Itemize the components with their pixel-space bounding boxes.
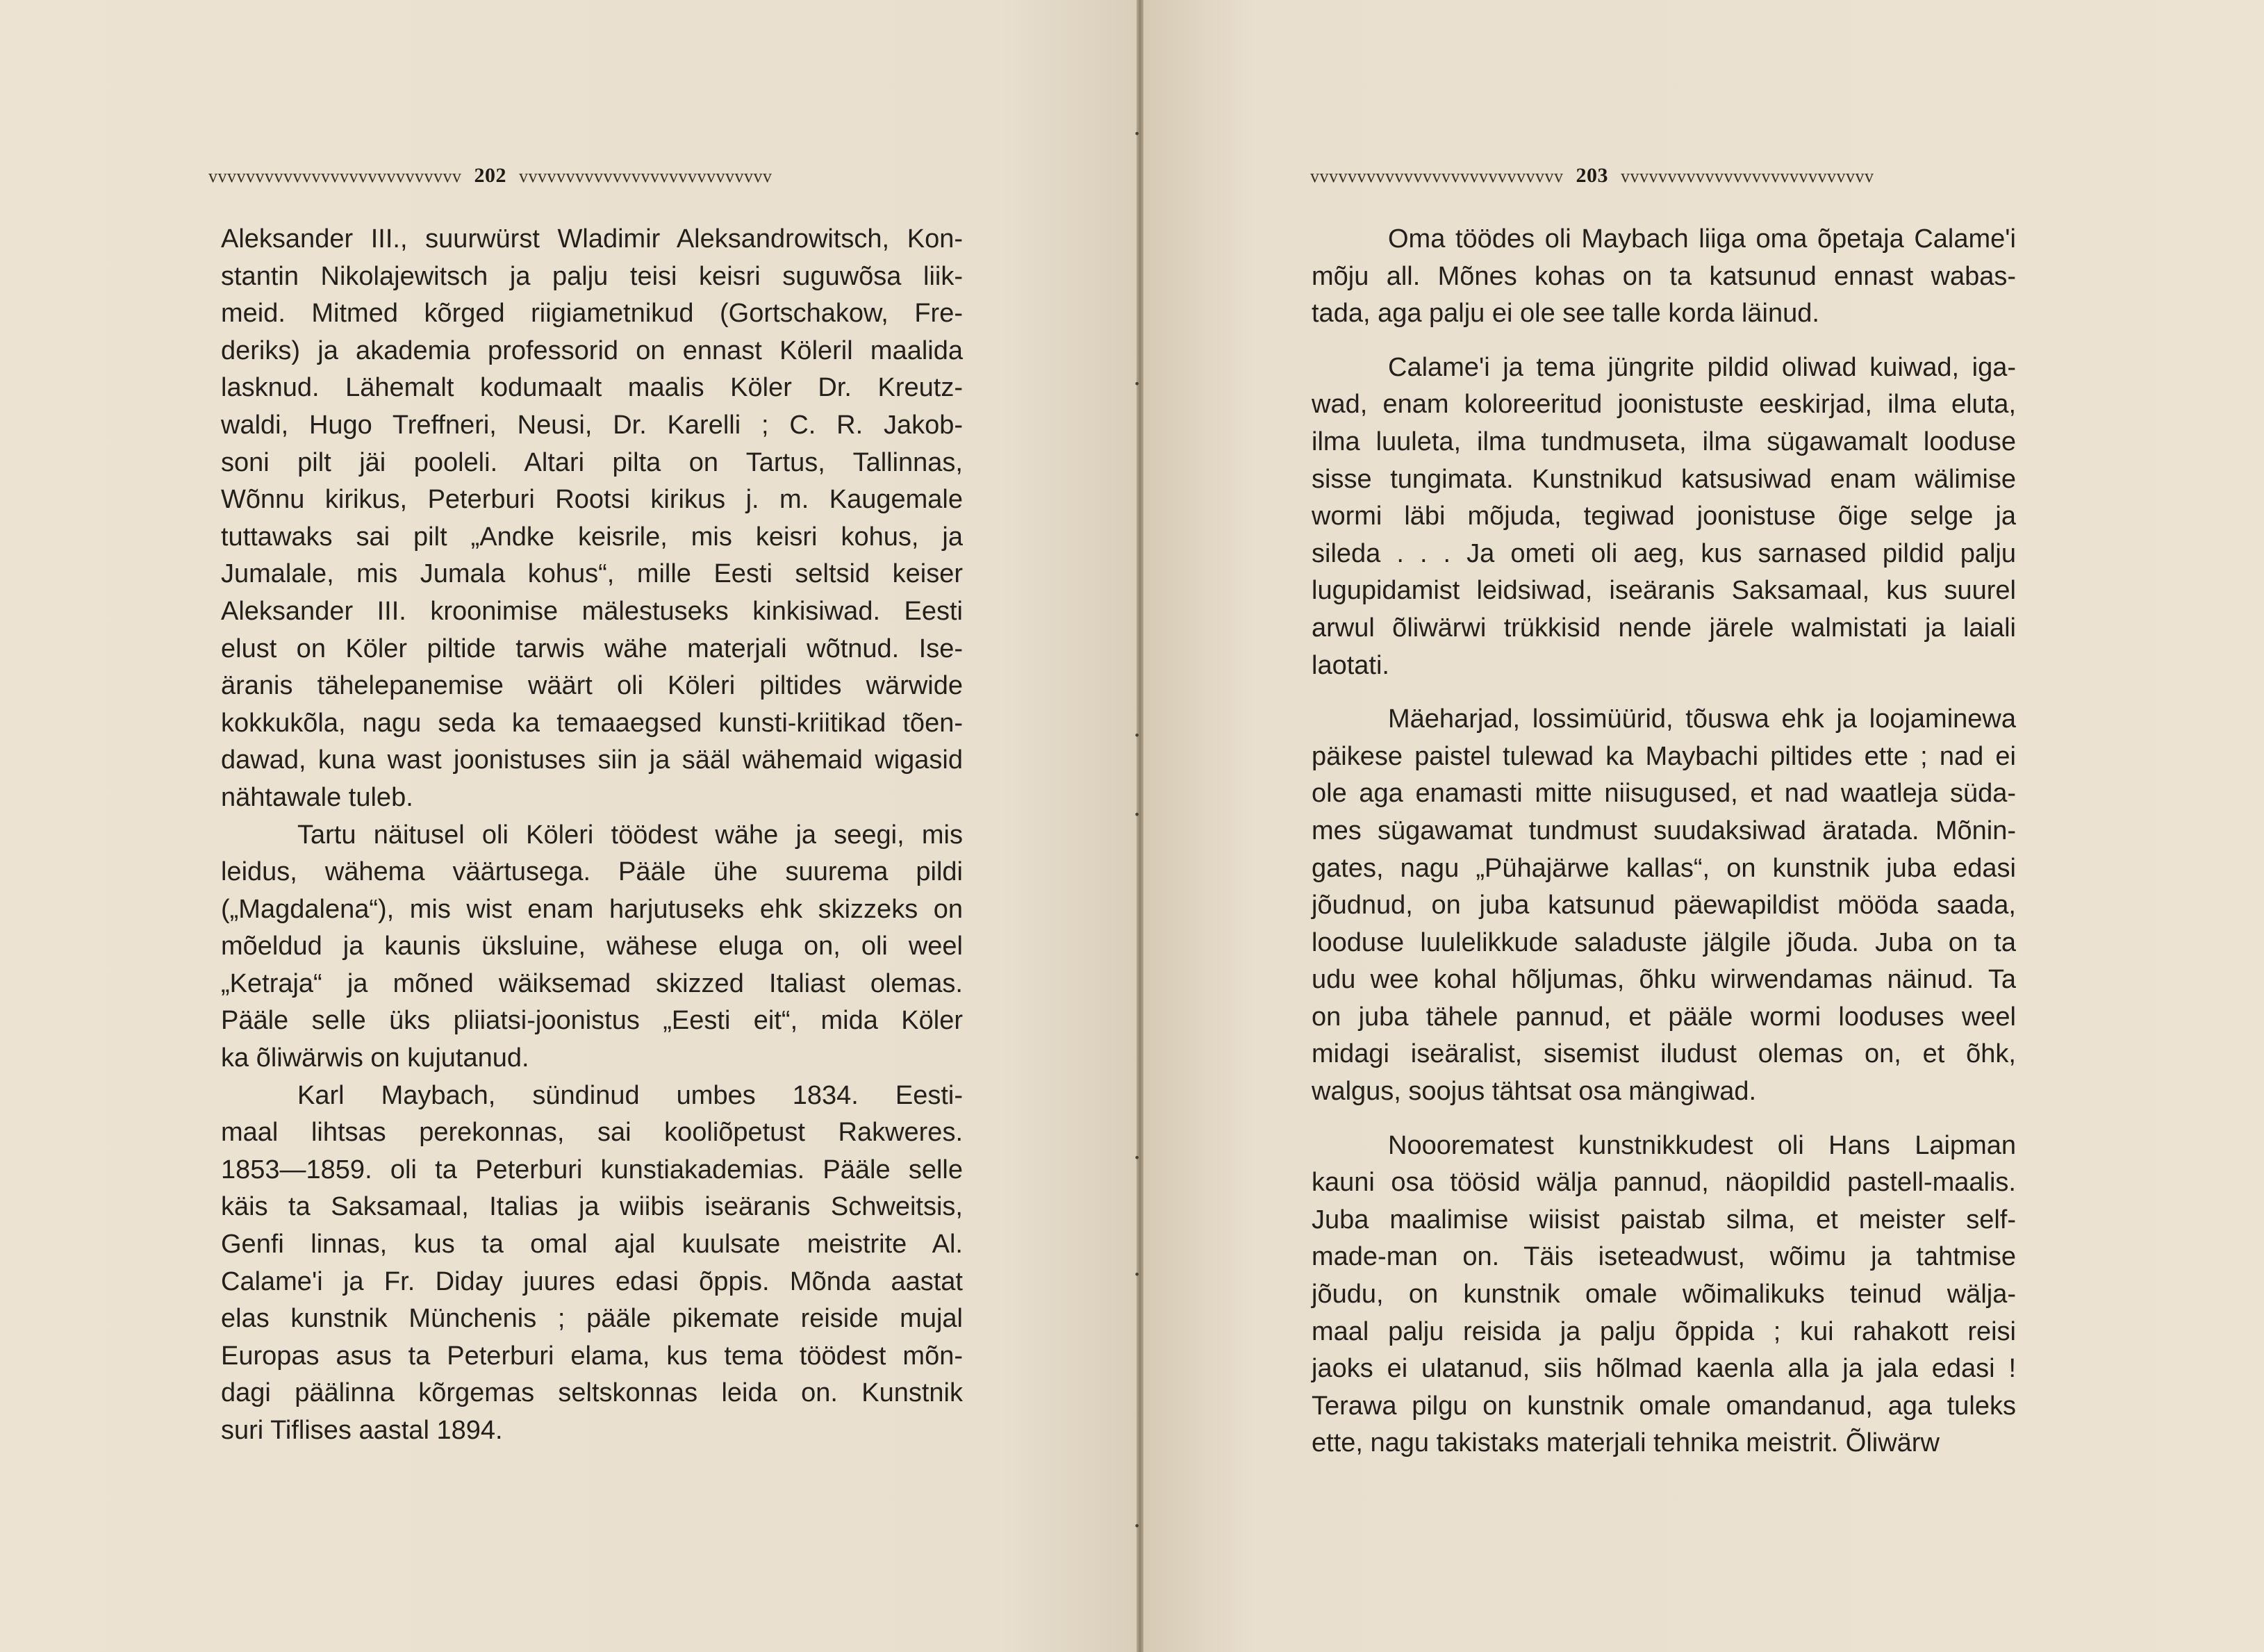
page-number: 202 [474, 164, 506, 187]
paragraph-gap [1312, 684, 2016, 701]
right-page [1143, 0, 2264, 1652]
header-ornament: vvvvvvvvvvvvvvvvvvvvvvvvvvv [1310, 166, 1564, 186]
text-line: ka õliwärwis on kujutanud. [221, 1043, 529, 1073]
text-line: Juba maalimise wiisist paistab silma, et meister self- [1312, 1205, 2016, 1234]
text-line: äranis tähelepanemise wäärt oli Köleri piltides wärwide [221, 671, 963, 701]
text-line: suri Tiflises aastal 1894. [221, 1416, 503, 1445]
text-line: Mäeharjad, lossimüürid, tõuswa ehk ja loojaminewa [1388, 704, 2016, 734]
header-ornament: vvvvvvvvvvvvvvvvvvvvvvvvvvv [519, 166, 772, 186]
paragraph [1312, 1128, 2016, 1462]
binding-thread-mark: • [1134, 729, 1141, 742]
text-line: Karl Maybach, sündinud umbes 1834. Eesti- [297, 1080, 963, 1110]
paragraph [1312, 701, 2016, 1111]
text-line: nähtawale tuleb. [221, 782, 413, 812]
text-line: Pääle selle üks pliiatsi-joonistus „Eesti eit“, mida Köler [221, 1006, 963, 1036]
book-gutter [1137, 0, 1143, 1652]
text-line: kokkukõla, nagu seda ka temaaegsed kunsti-kriitikad tõen- [221, 708, 963, 738]
text-line: lasknud. Lähemalt kodumaalt maalis Köler Dr. Kreutz- [221, 373, 963, 403]
paragraph-gap [1312, 333, 2016, 349]
text-line: elust on Köler piltide tarwis wähe materjali wõtnud. Ise- [221, 634, 963, 663]
text-line: maal lihtsas perekonnas, sai kooliõpetust Rakweres. [221, 1118, 963, 1148]
binding-thread-mark: • [1134, 1268, 1141, 1281]
text-line: looduse luulelikkude saladuste jälgile jõuda. Juba on ta [1312, 927, 2016, 957]
text-line: sisse tungimata. Kunstnikud katsusiwad enam wälimise [1312, 464, 2016, 494]
text-line: tada, aga palju ei ole see talle korda läinud. [1312, 299, 1819, 329]
text-line: stantin Nikolajewitsch ja palju teisi keisri suguwõsa liik- [221, 261, 963, 291]
text-line: gates, nagu „Pühajärwe kallas“, on kunstnik juba edasi [1312, 853, 2016, 883]
text-line: käis ta Saksamaal, Italias ja wiibis iseäranis Schweitsis, [221, 1192, 963, 1222]
text-line: Genfi linnas, kus ta omal ajal kuulsate meistrite Al. [221, 1230, 963, 1259]
text-line: laotati. [1312, 650, 1389, 680]
text-line: ole aga enamasti mitte niisugused, et nad waatleja süda- [1312, 779, 2016, 809]
text-line: wormi läbi mõjuda, tegiwad joonistuse õige selge ja [1312, 502, 2016, 531]
text-line: made-man on. Täis iseteadwust, wõimu ja tahtmise [1312, 1242, 2016, 1272]
text-line: walgus, soojus tähtsat osa mängiwad. [1312, 1077, 1757, 1107]
text-line: ilma luuleta, ilma tundmuseta, ilma sügawamalt looduse [1312, 427, 2016, 456]
text-line: midagi iseäralist, sisemist iludust olemas on, et õhk, [1312, 1039, 2016, 1069]
text-line: udu wee kohal hõljumas, õhku wirwendamas näinud. Ta [1312, 965, 2016, 995]
text-line: Jumalale, mis Jumala kohus“, mille Eesti seltsid keiser [221, 559, 963, 589]
text-line: Tartu näitusel oli Köleri töödest wähe ja seegi, mis [297, 820, 963, 850]
text-line: arwul õliwärwi trükkisid nende järele walmistati ja laiali [1312, 613, 2016, 643]
text-line: mõeldud ja kaunis üksluine, wähese eluga on, oli weel [221, 932, 963, 961]
text-line: Wõnnu kirikus, Peterburi Rootsi kirikus j. m. Kaugemale [221, 485, 963, 515]
text-line: kauni osa töösid wälja pannud, näopildid pastell-maalis. [1312, 1168, 2016, 1198]
body-text [1312, 221, 2016, 1462]
text-line: „Ketraja“ ja mõned wäiksemad skizzed Italiast olemas. [221, 968, 963, 998]
text-line: maal palju reisida ja palju õppida ; kui rahakott reisi [1312, 1316, 2016, 1346]
text-line: meid. Mitmed kõrged riigiametnikud (Gortschakow, Fre- [221, 299, 963, 329]
text-line: ette, nagu takistaks materjali tehnika meistrit. Õliwärw [1312, 1428, 1940, 1458]
binding-thread-mark: • [1134, 808, 1141, 821]
running-header [208, 164, 772, 188]
text-line: Calame'i ja tema jüngrite pildid oliwad kuiwad, iga- [1388, 352, 2016, 382]
text-line: Calame'i ja Fr. Diday juures edasi õppis. Mõnda aastat [221, 1266, 963, 1296]
text-line: lugupidamist leidsiwad, iseäranis Saksamaal, kus suurel [1312, 576, 2016, 606]
text-line: 1853—1859. oli ta Peterburi kunstiakademias. Pääle selle [221, 1155, 963, 1184]
text-line: jõudnud, on juba katsunud päewapildist mööda saada, [1312, 891, 2016, 920]
header-ornament: vvvvvvvvvvvvvvvvvvvvvvvvvvv [1621, 166, 1874, 186]
text-line: mes sügawamat tundmust suudaksiwad äratada. Mõnin- [1312, 816, 2016, 845]
text-line: Terawa pilgu on kunstnik omale omandanud, aga tuleks [1312, 1391, 2016, 1421]
text-line: dagi päälinna kõrgemas seltskonnas leida on. Kunstnik [221, 1378, 963, 1408]
text-line: soni pilt jäi pooleli. Altari pilta on Tartus, Tallinnas, [221, 447, 963, 477]
text-line: elas kunstnik Münchenis ; pääle pikemate reiside mujal [221, 1304, 963, 1334]
paragraph [221, 817, 963, 1077]
paragraph [1312, 349, 2016, 684]
paragraph [221, 221, 963, 817]
paragraph [1312, 221, 2016, 333]
binding-thread-mark: • [1134, 1151, 1141, 1164]
paragraph-gap [1312, 1111, 2016, 1128]
text-line: jõudu, on kunstnik omale wõimalikuks teinud wälja- [1312, 1280, 2016, 1310]
binding-thread-mark: • [1134, 127, 1141, 140]
text-line: leidus, wähema väärtusega. Pääle ühe suurema pildi [221, 857, 963, 887]
page-number: 203 [1576, 164, 1608, 187]
header-ornament: vvvvvvvvvvvvvvvvvvvvvvvvvvv [208, 166, 462, 186]
text-line: jaoks ei ulatanud, siis hõlmad kaenla alla ja jala edasi ! [1312, 1354, 2016, 1384]
text-line: dawad, kuna wast joonistuses siin ja sääl wähemaid wigasid [221, 745, 963, 775]
text-line: tuttawaks sai pilt „Andke keisrile, mis keisri kohus, ja [221, 522, 963, 552]
text-line: päikese paistel tulewad ka Maybachi piltides ette ; nad ei [1312, 741, 2016, 771]
text-line: Nooorematest kunstnikkudest oli Hans Laipman [1388, 1130, 2016, 1160]
text-line: wad, enam koloreeritud joonistuste eeskirjad, ilma eluta, [1312, 390, 2016, 420]
text-line: („Magdalena“), mis wist enam harjutuseks ehk skizzeks on [221, 894, 963, 924]
text-line: Aleksander III., suurwürst Wladimir Aleksandrowitsch, Kon- [221, 224, 963, 254]
text-line: Europas asus ta Peterburi elama, kus tema töödest mõn- [221, 1341, 963, 1371]
running-header [1310, 164, 1874, 188]
text-line: Oma töödes oli Maybach liiga oma õpetaja Calame'i [1388, 224, 2016, 254]
text-line: on juba tähele pannud, et pääle wormi looduses weel [1312, 1002, 2016, 1032]
binding-thread-mark: • [1134, 377, 1141, 390]
text-line: sileda . . . Ja ometi oli aeg, kus sarnased pildid palju [1312, 538, 2016, 568]
text-line: Aleksander III. kroonimise mälestuseks kinkisiwad. Eesti [221, 596, 963, 626]
paragraph [221, 1077, 963, 1450]
body-text [221, 221, 963, 1450]
text-line: mõju all. Mõnes kohas on ta katsunud ennast wabas- [1312, 261, 2016, 291]
text-line: deriks) ja akademia professorid on ennast Köleril maalida [221, 336, 963, 365]
text-line: waldi, Hugo Treffneri, Neusi, Dr. Karelli ; C. R. Jakob- [221, 410, 963, 440]
binding-thread-mark: • [1134, 1519, 1141, 1533]
